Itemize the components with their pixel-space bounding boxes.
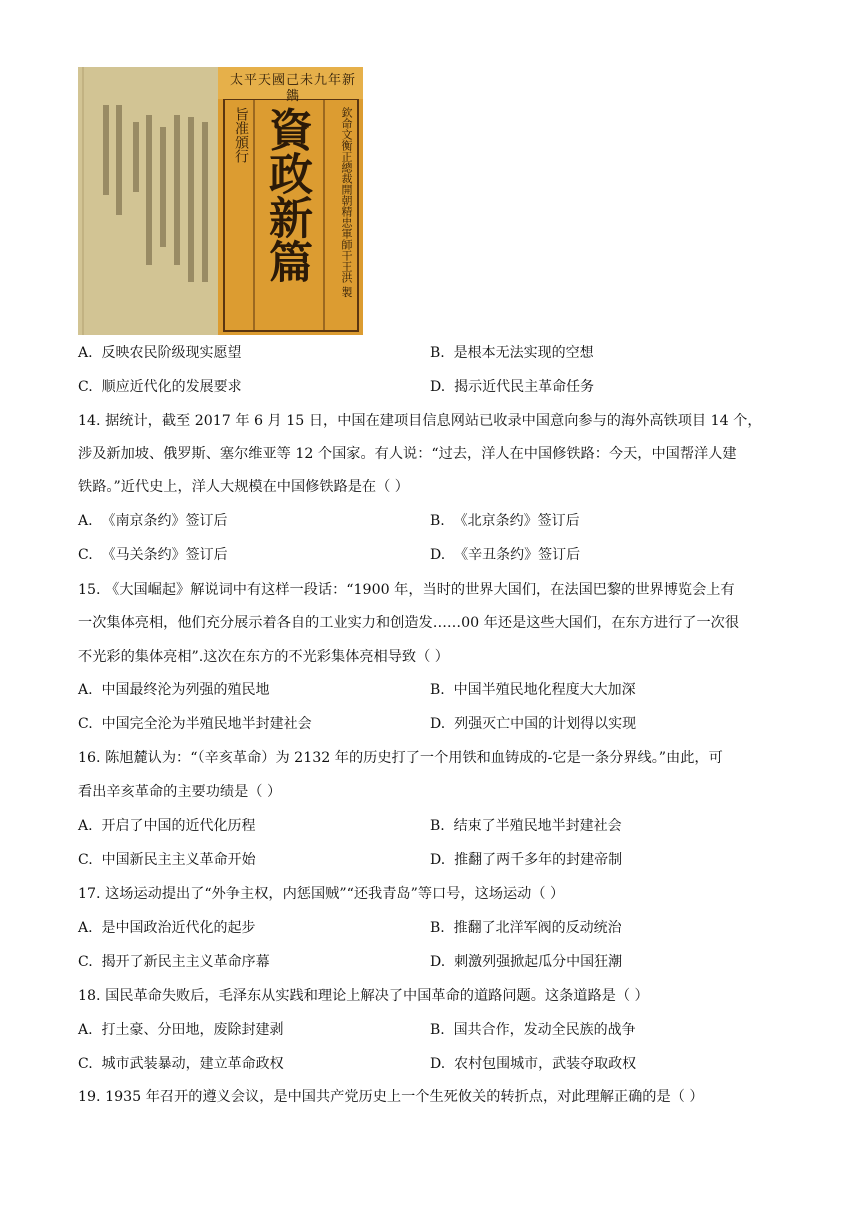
q16-stem-line-1: 16. 陈旭麓认为：“（辛亥革命）为 2132 年的历史打了一个用铁和血铸成的-它是一条分界线。”由此，可 (78, 750, 723, 766)
q14-option-d (430, 545, 580, 565)
q16-option-a (78, 816, 255, 836)
q18-option-a (78, 1020, 283, 1040)
book-side-text-right: 欽命文衡正總裁開朝精忠軍師干王洪 製 (340, 107, 353, 298)
q18-option-c (78, 1054, 284, 1074)
option-text: 中国完全沦为半殖民地半封建社会 (101, 716, 312, 732)
option-letter: B. (430, 1022, 445, 1038)
option-letter: A. (78, 345, 93, 361)
option-letter: D. (430, 547, 446, 563)
book-cover-svg (78, 67, 363, 335)
q14-stem-line-1: 14. 据统计，截至 2017 年 6 月 15 日，中国在建项目信息网站已收录中国意向参与的海外高铁项目 14 个， (78, 413, 762, 429)
option-text: 是根本无法实现的空想 (453, 345, 594, 361)
option-letter: D. (430, 852, 446, 868)
q15-stem-line-3: 不光彩的集体亮相”.这次在东方的不光彩集体亮相导致（ ） (78, 649, 449, 665)
option-letter: D. (430, 716, 446, 732)
q13-option-a (78, 343, 241, 363)
q15-stem-line-2: 一次集体亮相，他们充分展示着各自的工业实力和创造发……00 年还是这些大国们，在东方进行了一次很 (78, 615, 740, 631)
book-cover-image (78, 67, 363, 335)
option-text: 《北京条约》签订后 (453, 513, 580, 529)
option-letter: C. (78, 954, 93, 970)
option-letter: A. (78, 513, 93, 529)
q14-stem-line-2: 涉及新加坡、俄罗斯、塞尔维亚等 12 个国家。有人说：“过去，洋人在中国修铁路：今天，中国帮洋人建 (78, 446, 737, 462)
q15-option-b (430, 680, 636, 700)
q13-option-b (430, 343, 594, 363)
option-text: 中国新民主主义革命开始 (101, 852, 256, 868)
q17-stem-line-1: 17. 这场运动提出了“外争主权，内惩国贼”“还我青岛”等口号，这场运动（ ） (78, 886, 565, 902)
option-text: 《马关条约》签订后 (101, 547, 228, 563)
option-letter: C. (78, 547, 93, 563)
option-letter: B. (430, 513, 445, 529)
q14-option-a (78, 511, 227, 531)
option-letter: B. (430, 682, 445, 698)
option-text: 刺激列强掀起瓜分中国狂潮 (454, 954, 623, 970)
q16-stem-line-2: 看出辛亥革命的主要功绩是（ ） (78, 784, 282, 800)
q14-option-c (78, 545, 228, 565)
option-letter: A. (78, 682, 93, 698)
option-letter: A. (78, 818, 93, 834)
q17-option-d (430, 952, 622, 972)
option-text: 打土豪、分田地，废除封建剥 (101, 1022, 284, 1038)
option-letter: C. (78, 1056, 93, 1072)
option-text: 结束了半殖民地半封建社会 (453, 818, 622, 834)
option-text: 是中国政治近代化的起步 (101, 920, 256, 936)
option-text: 农村包围城市，武装夺取政权 (454, 1056, 637, 1072)
q14-stem-line-3: 铁路。”近代史上，洋人大规模在中国修铁路是在（ ） (78, 479, 409, 495)
q17-option-b (430, 918, 622, 938)
option-letter: A. (78, 920, 93, 936)
option-letter: B. (430, 345, 445, 361)
option-letter: D. (430, 954, 446, 970)
option-text: 开启了中国的近代化历程 (101, 818, 256, 834)
option-letter: C. (78, 379, 93, 395)
option-text: 《辛丑条约》签订后 (454, 547, 581, 563)
book-side-text-left: 旨准頒行 (233, 107, 249, 163)
q15-option-a (78, 680, 269, 700)
option-letter: A. (78, 1022, 93, 1038)
option-letter: B. (430, 818, 445, 834)
q15-option-c (78, 714, 312, 734)
option-letter: B. (430, 920, 445, 936)
q17-option-a (78, 918, 255, 938)
option-text: 推翻了两千多年的封建帝制 (454, 852, 623, 868)
option-letter: D. (430, 379, 446, 395)
q14-option-b (430, 511, 580, 531)
option-text: 顺应近代化的发展要求 (101, 379, 242, 395)
q17-option-c (78, 952, 270, 972)
option-text: 《南京条约》签订后 (101, 513, 228, 529)
q13-option-d (430, 377, 594, 397)
q15-stem-line-1: 15. 《大国崛起》解说词中有这样一段话：“1900 年，当时的世界大国们，在法国巴黎的世界博览会上有 (78, 582, 735, 598)
option-text: 揭开了新民主主义革命序幕 (101, 954, 270, 970)
q16-option-d (430, 850, 622, 870)
option-text: 反映农民阶级现实愿望 (101, 345, 242, 361)
book-header-text: 太平天國己未九年新鐫 (229, 73, 356, 104)
option-letter: C. (78, 716, 93, 732)
option-letter: C. (78, 852, 93, 868)
q18-stem-line-1: 18. 国民革命失败后，毛泽东从实践和理论上解决了中国革命的道路问题。这条道路是（ ） (78, 988, 649, 1004)
q18-option-d (430, 1054, 636, 1074)
option-text: 列强灭亡中国的计划得以实现 (454, 716, 637, 732)
q18-option-b (430, 1020, 636, 1040)
q16-option-c (78, 850, 256, 870)
book-title-text: 資政新篇 (261, 107, 312, 283)
option-text: 城市武装暴动，建立革命政权 (101, 1056, 284, 1072)
option-text: 推翻了北洋军阀的反动统治 (453, 920, 622, 936)
q19-stem-line-1: 19. 1935 年召开的遵义会议，是中国共产党历史上一个生死攸关的转折点，对此理解正确的是（ ） (78, 1089, 704, 1105)
q16-option-b (430, 816, 622, 836)
option-letter: D. (430, 1056, 446, 1072)
option-text: 国共合作，发动全民族的战争 (453, 1022, 636, 1038)
q13-option-c (78, 377, 242, 397)
option-text: 揭示近代民主革命任务 (454, 379, 595, 395)
option-text: 中国半殖民地化程度大大加深 (453, 682, 636, 698)
q15-option-d (430, 714, 636, 734)
option-text: 中国最终沦为列强的殖民地 (101, 682, 270, 698)
